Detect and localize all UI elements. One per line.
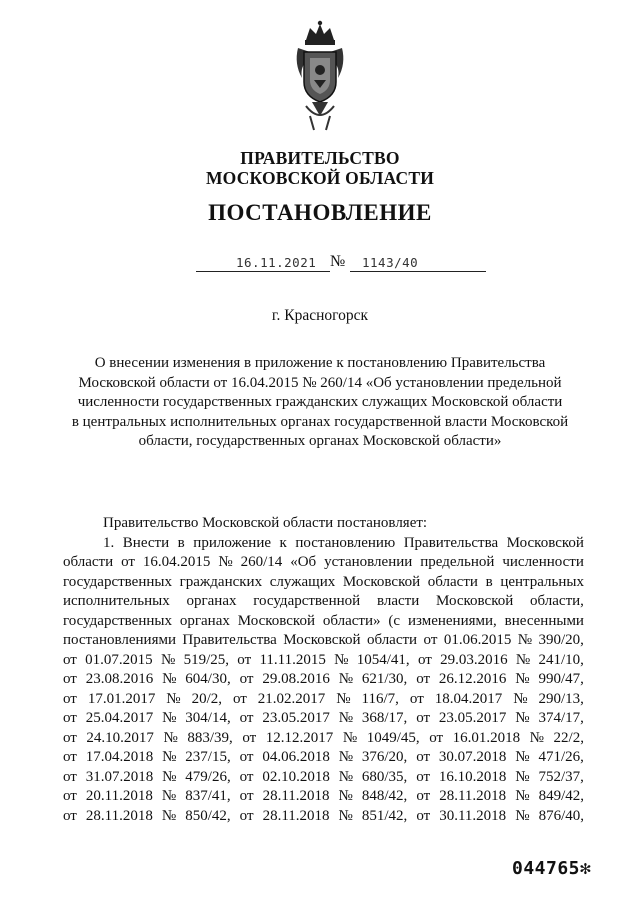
body-word: 851/42, — [361, 807, 408, 824]
body-word: в — [177, 534, 185, 551]
body-word: от — [409, 690, 424, 707]
body-word: 20.11.2018 — [85, 788, 153, 804]
body-word: 23.08.2016 — [85, 671, 154, 687]
body-word: органах — [179, 612, 230, 629]
subject-line: Московской области от 16.04.2015 № 260/14 «Об установлении предельной — [78, 374, 562, 391]
body-word: Московской — [283, 632, 361, 648]
body-line — [63, 709, 584, 729]
body-word: № — [336, 690, 351, 707]
body-word: 519/25, — [183, 651, 229, 668]
body-word: 883/39, — [187, 729, 233, 746]
form-serial-number — [512, 858, 591, 879]
body-word: 850/42, — [185, 807, 231, 824]
body-word: 18.04.2017 — [434, 690, 503, 707]
body-word: 1. — [103, 534, 115, 551]
body-word: от — [239, 807, 254, 824]
body-line — [63, 768, 584, 788]
body-word: от — [429, 729, 444, 746]
body-word: 17.04.2018 — [85, 749, 154, 765]
body-word: № — [338, 749, 354, 765]
body-word: Правительства — [403, 534, 499, 551]
body-word: области — [427, 573, 478, 590]
body-word: 31.07.2018 — [85, 768, 154, 785]
body-word: № — [515, 710, 530, 726]
body-word: от — [416, 671, 431, 687]
government-title-line1: ПРАВИТЕЛЬСТВО — [240, 148, 400, 168]
body-word: 28.11.2018 — [439, 788, 507, 804]
body-line — [63, 807, 584, 827]
body-word: 26.12.2016 — [438, 671, 507, 687]
body-word: от — [423, 632, 438, 648]
decree-number: 1143/40 — [362, 255, 419, 270]
body-word: 752/37, — [538, 768, 584, 785]
body-word: 23.05.2017 — [262, 710, 330, 726]
body-intro: Правительство Московской области постановляет: — [103, 515, 428, 531]
body-line — [63, 748, 584, 768]
body-line — [63, 787, 584, 807]
body-word: от — [121, 554, 135, 570]
body-word: № — [166, 690, 181, 707]
body-word: № — [529, 729, 544, 746]
body-word: № — [515, 749, 530, 765]
body-word: 374/17, — [538, 710, 584, 726]
body-word: Московской — [506, 534, 584, 551]
body-word: 16.01.2018 — [452, 729, 521, 746]
body-word: от — [63, 710, 77, 726]
body-word: 848/42, — [361, 788, 408, 804]
body-word: от — [63, 671, 77, 687]
body-word: Московской — [342, 573, 421, 590]
number-sign: № — [330, 253, 346, 270]
body-word: № — [338, 807, 353, 824]
date-underline — [196, 271, 330, 272]
body-word: № — [163, 729, 178, 746]
body-word: от — [242, 729, 257, 746]
body-word: 23.05.2017 — [438, 710, 507, 726]
body-word: 11.11.2015 — [259, 651, 326, 668]
body-word: № — [162, 768, 177, 785]
body-word: 21.02.2017 — [257, 690, 326, 707]
body-word: № — [338, 710, 354, 726]
body-word: № — [338, 671, 354, 687]
decree-date: 16.11.2021 — [236, 255, 317, 270]
body-word: (с — [388, 612, 401, 629]
body-word: от — [63, 729, 77, 746]
body-word: 849/42, — [538, 788, 584, 804]
body-word: № — [161, 807, 177, 824]
body-word: 16.10.2018 — [438, 768, 507, 785]
body-word: 12.12.2017 — [265, 729, 334, 746]
body-word: постановлениями — [63, 632, 176, 648]
body-word: 604/30, — [185, 671, 231, 687]
body-word: от — [416, 768, 431, 785]
body-word: 241/10, — [538, 651, 584, 668]
body-word: 16.04.2015 — [142, 554, 211, 570]
body-word: 680/35, — [361, 768, 408, 785]
body-word: № — [334, 651, 349, 668]
subject-line: области, государственных органах Московской области» — [138, 433, 502, 449]
body-word: № — [515, 768, 530, 785]
decree-body — [63, 514, 584, 826]
body-word: 290/13, — [538, 690, 584, 707]
body-word: 876/40, — [538, 807, 584, 824]
body-word: 30.11.2018 — [439, 807, 507, 824]
body-word: 376/20, — [361, 749, 408, 765]
body-word: изменениями, — [407, 612, 497, 629]
body-word: 471/26, — [538, 749, 584, 765]
body-word: 260/14 — [240, 554, 283, 570]
body-word: 304/14, — [185, 710, 231, 726]
body-word: 1049/45, — [366, 729, 420, 746]
body-word: 390/20, — [538, 632, 584, 648]
body-word: служащих — [269, 573, 336, 590]
body-word: «Об — [290, 554, 317, 570]
document-type-title: ПОСТАНОВЛЕНИЕ — [208, 200, 432, 225]
serial-number: 044765 — [512, 858, 581, 879]
body-word: № — [513, 690, 528, 707]
number-underline — [350, 271, 486, 272]
body-word: от — [239, 710, 254, 726]
body-word: 28.11.2018 — [262, 807, 330, 824]
body-word: 30.07.2018 — [438, 749, 507, 765]
body-word: 20/2, — [191, 690, 222, 707]
body-word: № — [515, 651, 531, 668]
body-line — [63, 592, 584, 612]
body-word: 28.11.2018 — [85, 807, 153, 824]
body-word: численности — [502, 554, 584, 570]
body-word: центральных — [500, 573, 584, 590]
body-word: 02.10.2018 — [262, 768, 330, 785]
body-word: 116/7, — [361, 690, 399, 707]
subject-line: в центральных исполнительных органах государственной власти Московской — [71, 413, 569, 430]
body-word: № — [162, 710, 177, 726]
body-word: Московской — [436, 593, 514, 609]
body-line — [63, 553, 584, 573]
body-word: от — [63, 690, 77, 707]
body-line — [63, 651, 584, 671]
government-title-line2: МОСКОВСКОЙ ОБЛАСТИ — [205, 168, 435, 188]
body-line — [63, 690, 584, 710]
body-word: № — [515, 788, 530, 804]
subject-line: численности государственных гражданских служащих Московской области — [77, 394, 563, 410]
body-word: от — [239, 768, 254, 785]
body-word: государственных — [63, 612, 172, 629]
body-word: области — [366, 632, 418, 648]
body-word: приложение — [193, 534, 271, 551]
body-word: органах — [186, 593, 237, 609]
body-word: № — [338, 788, 353, 804]
body-word: в — [485, 573, 493, 590]
body-word: власти — [376, 593, 420, 609]
body-word: государственных — [63, 573, 172, 590]
body-word: предельной — [420, 554, 495, 570]
body-word: 368/17, — [361, 710, 408, 726]
body-word: 479/26, — [185, 768, 231, 785]
body-word: области — [63, 554, 114, 570]
body-word: постановлению — [295, 534, 396, 551]
body-word: 237/15, — [185, 749, 231, 765]
body-word: от — [416, 749, 431, 765]
city-name: г. Красногорск — [271, 307, 369, 324]
body-word: 29.08.2016 — [262, 671, 330, 687]
body-line — [63, 631, 584, 651]
body-word: 25.04.2017 — [85, 710, 154, 726]
body-line — [63, 612, 584, 632]
decree-subject — [60, 354, 580, 452]
body-word: от — [416, 710, 431, 726]
body-word: от — [239, 788, 254, 804]
body-word: 17.01.2017 — [87, 690, 156, 707]
body-word: 01.07.2015 — [85, 651, 153, 668]
body-word: 04.06.2018 — [262, 749, 330, 765]
body-word: 28.11.2018 — [262, 788, 330, 804]
body-word: от — [63, 807, 77, 824]
body-word: 621/30, — [361, 671, 408, 687]
body-line — [63, 573, 584, 593]
serial-mark-icon: ✻ — [580, 858, 592, 879]
body-word: государственной — [253, 593, 361, 609]
body-word: от — [63, 651, 77, 668]
body-word: № — [517, 632, 533, 648]
body-word: № — [162, 671, 177, 687]
body-word: от — [237, 651, 252, 668]
body-word: Московской — [237, 612, 315, 629]
body-word: № — [161, 788, 177, 804]
body-word: № — [162, 749, 177, 765]
body-word: 01.06.2015 — [443, 632, 512, 648]
body-word: Внести — [122, 534, 170, 551]
body-word: 990/47, — [538, 671, 584, 687]
body-word: к — [279, 534, 287, 551]
body-word: № — [342, 729, 358, 746]
body-word: от — [63, 788, 77, 804]
body-word: области, — [530, 593, 584, 609]
subject-line: О внесении изменения в приложение к постановлению Правительства — [94, 355, 546, 371]
body-word: № — [218, 554, 233, 570]
body-word: от — [239, 671, 254, 687]
body-word: исполнительных — [63, 593, 170, 609]
body-word: гражданских — [179, 573, 263, 590]
body-word: № — [338, 768, 354, 785]
body-word: № — [515, 807, 530, 824]
body-word: от — [417, 651, 432, 668]
body-word: 29.03.2016 — [440, 651, 508, 668]
body-word: Правительства — [182, 632, 277, 648]
body-word: от — [416, 807, 431, 824]
body-line — [63, 670, 584, 690]
body-word: от — [63, 749, 77, 765]
body-word: от — [63, 768, 77, 785]
body-word: № — [515, 671, 530, 687]
body-word: № — [160, 651, 176, 668]
body-word: от — [232, 690, 247, 707]
body-word: внесенными — [504, 612, 584, 629]
body-word: от — [416, 788, 431, 804]
body-word: 24.10.2017 — [86, 729, 154, 746]
body-line — [63, 729, 584, 749]
body-word: установлении — [324, 554, 413, 570]
body-line — [63, 534, 584, 554]
body-word: области» — [322, 612, 381, 629]
body-word: 1054/41, — [356, 651, 410, 668]
body-word: 837/41, — [185, 788, 231, 804]
coat-of-arms-icon — [292, 20, 348, 142]
body-word: от — [239, 749, 254, 765]
body-word: 22/2, — [553, 729, 584, 746]
